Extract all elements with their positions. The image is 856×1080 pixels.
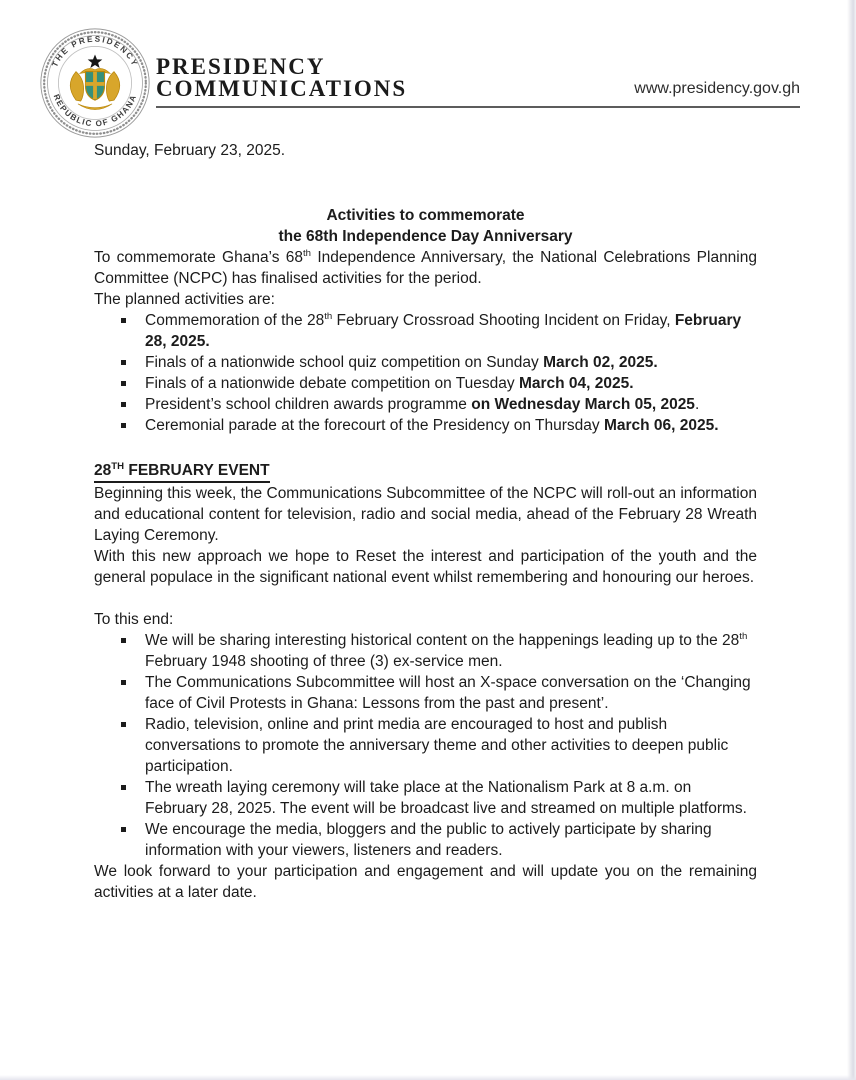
section-paragraph-2: With this new approach we hope to Reset the interest and participation of the youth and the general populace in the significant national event whilst remembering and honouring our heroes. [94, 548, 757, 586]
presidency-seal-logo [38, 26, 152, 140]
to-this-end-lead: To this end: [94, 611, 174, 628]
list-item: The wreath laying ceremony will take place at the Nationalism Park at 8 a.m. on February 28, 2025. The event will be broadcast live and streamed on multiple platforms. [94, 777, 757, 819]
planned-activities-lead: The planned activities are: [94, 291, 275, 308]
list-item: We encourage the media, bloggers and the public to actively participate by sharing information with your viewers, listeners and readers. [94, 819, 757, 861]
document-body [0, 140, 856, 903]
list-item: Finals of a nationwide school quiz competition on Sunday March 02, 2025. [94, 352, 757, 373]
photo-edge-bottom [0, 1075, 856, 1080]
brand-line2: COMMUNICATIONS [156, 76, 408, 101]
section-paragraph-1: Beginning this week, the Communications Subcommittee of the NCPC will roll-out an information and educational content for television, radio and social media, ahead of the February 28 Wreath Laying Ceremony. [94, 485, 757, 544]
letterhead [0, 0, 856, 140]
list-item: Finals of a nationwide debate competition on Tuesday March 04, 2025. [94, 373, 757, 394]
document-title [94, 205, 757, 247]
planned-activities-list [94, 310, 757, 436]
header-divider [156, 106, 800, 108]
list-item: Ceremonial parade at the forecourt of the Presidency on Thursday March 06, 2025. [94, 415, 757, 436]
document-date: Sunday, February 23, 2025. [94, 142, 286, 159]
list-item: Commemoration of the 28th February Crossroad Shooting Incident on Friday, February 28, 2025. [94, 310, 757, 352]
brand-line1: PRESIDENCY [156, 54, 326, 79]
list-item: The Communications Subcommittee will host an X-space conversation on the ‘Changing face of Civil Protests in Ghana: Lessons from the past and present’. [94, 672, 757, 714]
website-url: www.presidency.gov.gh [634, 80, 800, 97]
ghana-presidency-seal-icon [38, 26, 152, 140]
closing-paragraph: We look forward to your participation and engagement and will update you on the remaining activities at a later date. [94, 863, 757, 901]
to-this-end-list [94, 630, 757, 861]
section-heading-28th-february-event: 28TH FEBRUARY EVENT [94, 460, 757, 483]
header-right [156, 26, 800, 108]
document-title-line1: Activities to commemorate [326, 207, 525, 224]
seal-bottom-text: REPUBLIC OF GHANA [51, 92, 139, 129]
list-item: We will be sharing interesting historical content on the happenings leading up to the 28th February 1948 shooting of three (3) ex-service men. [94, 630, 757, 672]
brand-title [156, 56, 407, 100]
list-item: Radio, television, online and print media are encouraged to host and publish conversations to promote the anniversary theme and other activities to deepen public participation. [94, 714, 757, 777]
document-title-line2: the 68th Independence Day Anniversary [278, 228, 573, 245]
seal-top-text: THE PRESIDENCY [50, 34, 140, 69]
intro-paragraph: To commemorate Ghana’s 68th Independence Anniversary, the National Celebrations Planning Committee (NCPC) has finalised activities for the period. [94, 247, 757, 287]
list-item: President’s school children awards programme on Wednesday March 05, 2025. [94, 394, 757, 415]
